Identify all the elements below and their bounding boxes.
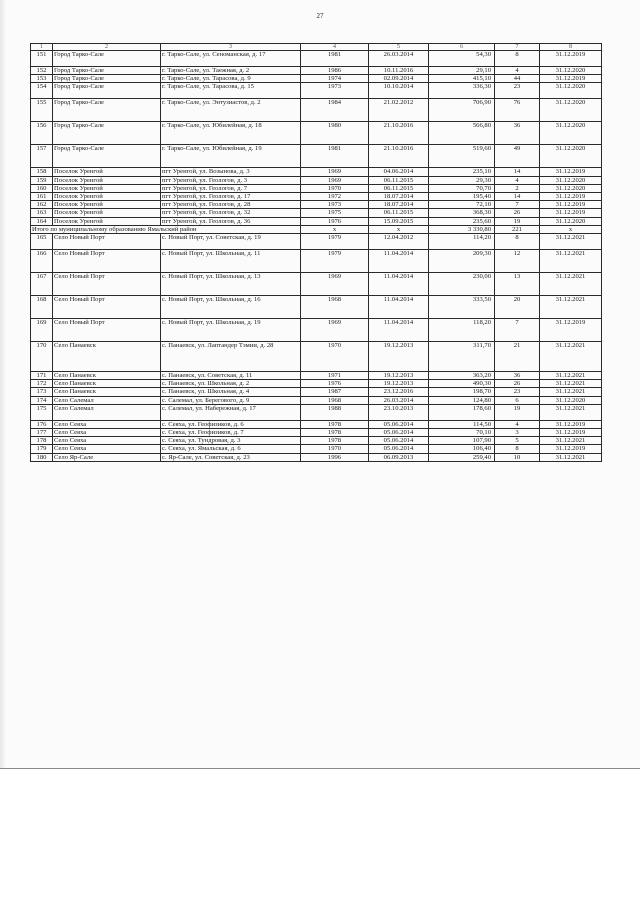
- floor-area: 519,60: [429, 145, 495, 168]
- subtotal-year: х: [301, 225, 369, 233]
- build-year: 1974: [301, 75, 369, 83]
- recognition-date: 06.09.2013: [369, 453, 429, 461]
- floor-area: 118,20: [429, 319, 495, 342]
- municipality-name: Город Тарко-Сале: [53, 122, 161, 145]
- floor-area: 235,60: [429, 217, 495, 225]
- floor-area: 490,30: [429, 380, 495, 388]
- municipality-name: Село Сеяха: [53, 429, 161, 437]
- resettlement-deadline: 31.12.2020: [540, 145, 602, 168]
- build-year: 1978: [301, 437, 369, 445]
- resettlement-deadline: 31.12.2021: [540, 453, 602, 461]
- floor-area: 566,80: [429, 122, 495, 145]
- row-number: 179: [31, 445, 53, 453]
- column-number: 2: [53, 44, 161, 51]
- recognition-date: 02.09.2014: [369, 75, 429, 83]
- table-row: [31, 234, 602, 250]
- recognition-date: 19.12.2013: [369, 342, 429, 372]
- floor-area: 368,30: [429, 209, 495, 217]
- build-year: 1972: [301, 193, 369, 201]
- residents-count: 26: [495, 380, 540, 388]
- table-row: [31, 145, 602, 168]
- recognition-date: 06.11.2015: [369, 184, 429, 192]
- row-number: 173: [31, 388, 53, 396]
- residents-count: 13: [495, 273, 540, 296]
- build-year: 1996: [301, 453, 369, 461]
- build-year: 1969: [301, 273, 369, 296]
- residents-count: 44: [495, 75, 540, 83]
- row-number: 169: [31, 319, 53, 342]
- municipality-name: Поселок Уренгой: [53, 201, 161, 209]
- recognition-date: 23.10.2013: [369, 404, 429, 420]
- floor-area: 333,50: [429, 296, 495, 319]
- municipality-name: Село Панаевск: [53, 372, 161, 380]
- resettlement-deadline: 31.12.2021: [540, 380, 602, 388]
- recognition-date: 11.04.2014: [369, 319, 429, 342]
- recognition-date: 06.11.2015: [369, 209, 429, 217]
- row-number: 180: [31, 453, 53, 461]
- floor-area: 235,10: [429, 168, 495, 176]
- resettlement-deadline: 31.12.2021: [540, 250, 602, 273]
- table-row: [31, 209, 602, 217]
- housing-registry-table: [30, 43, 602, 462]
- table-row: [31, 396, 602, 404]
- table-row: [31, 388, 602, 396]
- build-year: 1971: [301, 372, 369, 380]
- row-number: 178: [31, 437, 53, 445]
- municipality-name: Село Салемал: [53, 404, 161, 420]
- table-row: [31, 201, 602, 209]
- resettlement-deadline: 31.12.2021: [540, 342, 602, 372]
- row-number: 166: [31, 250, 53, 273]
- recognition-date: 11.04.2014: [369, 250, 429, 273]
- scan-edge-shadow: [0, 0, 6, 768]
- residents-count: 36: [495, 122, 540, 145]
- residents-count: 21: [495, 342, 540, 372]
- row-number: 157: [31, 145, 53, 168]
- floor-area: 230,00: [429, 273, 495, 296]
- municipality-name: Село Новый Порт: [53, 234, 161, 250]
- row-number: 171: [31, 372, 53, 380]
- build-year: 1978: [301, 429, 369, 437]
- building-address: г. Тарко-Сале, ул. Сеноманская, д. 17: [161, 51, 301, 67]
- row-number: 168: [31, 296, 53, 319]
- table-row: [31, 342, 602, 372]
- floor-area: 70,70: [429, 184, 495, 192]
- row-number: 160: [31, 184, 53, 192]
- table-row: [31, 250, 602, 273]
- municipality-name: Село Панаевск: [53, 380, 161, 388]
- row-number: 154: [31, 83, 53, 99]
- recognition-date: 10.10.2014: [369, 83, 429, 99]
- resettlement-deadline: 31.12.2020: [540, 83, 602, 99]
- build-year: 1984: [301, 99, 369, 122]
- residents-count: 14: [495, 193, 540, 201]
- table-row: [31, 420, 602, 428]
- municipality-name: Село Сеяха: [53, 437, 161, 445]
- subtotal-label: Итого по муниципальному образованию Ямальский район: [31, 225, 301, 233]
- table-row: [31, 372, 602, 380]
- resettlement-deadline: 31.12.2020: [540, 176, 602, 184]
- municipality-name: Село Панаевск: [53, 342, 161, 372]
- table-row: [31, 404, 602, 420]
- build-year: 1975: [301, 209, 369, 217]
- building-address: пгт Уренгой, ул. Геологов, д. 32: [161, 209, 301, 217]
- building-address: пгт Уренгой, ул. Возынова, д. 3: [161, 168, 301, 176]
- building-address: пгт Уренгой, ул. Геологов, д. 3: [161, 176, 301, 184]
- table-row: [31, 296, 602, 319]
- table-row: [31, 380, 602, 388]
- resettlement-deadline: 31.12.2019: [540, 75, 602, 83]
- recognition-date: 19.12.2013: [369, 372, 429, 380]
- table-row: [31, 437, 602, 445]
- column-number: 4: [301, 44, 369, 51]
- resettlement-deadline: 31.12.2021: [540, 296, 602, 319]
- municipality-name: Поселок Уренгой: [53, 217, 161, 225]
- residents-count: 23: [495, 388, 540, 396]
- subtotal-count: 221: [495, 225, 540, 233]
- municipality-name: Село Новый Порт: [53, 273, 161, 296]
- municipality-name: Село Новый Порт: [53, 250, 161, 273]
- building-address: с. Новый Порт, ул. Советская, д. 19: [161, 234, 301, 250]
- row-number: 163: [31, 209, 53, 217]
- municipality-name: Город Тарко-Сале: [53, 83, 161, 99]
- floor-area: 195,40: [429, 193, 495, 201]
- municipality-name: Село Салемал: [53, 396, 161, 404]
- floor-area: 114,50: [429, 420, 495, 428]
- building-address: г. Тарко-Сале, ул. Тарасова, д. 9: [161, 75, 301, 83]
- build-year: 1970: [301, 342, 369, 372]
- residents-count: 76: [495, 99, 540, 122]
- floor-area: 363,20: [429, 372, 495, 380]
- subtotal-area: 3 330,80: [429, 225, 495, 233]
- municipality-name: Село Сеяха: [53, 445, 161, 453]
- resettlement-deadline: 31.12.2020: [540, 184, 602, 192]
- residents-count: 4: [495, 67, 540, 75]
- resettlement-deadline: 31.12.2019: [540, 209, 602, 217]
- resettlement-deadline: 31.12.2020: [540, 122, 602, 145]
- build-year: 1970: [301, 445, 369, 453]
- municipality-name: Село Панаевск: [53, 388, 161, 396]
- building-address: пгт Уренгой, ул. Геологов, д. 28: [161, 201, 301, 209]
- resettlement-deadline: 31.12.2020: [540, 217, 602, 225]
- floor-area: 178,60: [429, 404, 495, 420]
- building-address: с. Новый Порт, ул. Школьная, д. 19: [161, 319, 301, 342]
- resettlement-deadline: 31.12.2021: [540, 404, 602, 420]
- residents-count: 26: [495, 209, 540, 217]
- recognition-date: 26.03.2014: [369, 51, 429, 67]
- residents-count: 14: [495, 168, 540, 176]
- building-address: с. Сеяха, ул. Тундровая, д. 3: [161, 437, 301, 445]
- municipality-name: Поселок Уренгой: [53, 168, 161, 176]
- floor-area: 259,40: [429, 453, 495, 461]
- resettlement-deadline: 31.12.2019: [540, 319, 602, 342]
- recognition-date: 21.10.2016: [369, 145, 429, 168]
- subtotal-row: [31, 225, 602, 233]
- municipality-name: Поселок Уренгой: [53, 176, 161, 184]
- municipality-name: Село Новый Порт: [53, 296, 161, 319]
- recognition-date: 18.07.2014: [369, 193, 429, 201]
- build-year: 1986: [301, 67, 369, 75]
- recognition-date: 10.11.2016: [369, 67, 429, 75]
- floor-area: 209,30: [429, 250, 495, 273]
- building-address: с. Сеяха, ул. Геофизиков, д. 6: [161, 420, 301, 428]
- floor-area: 198,70: [429, 388, 495, 396]
- row-number: 174: [31, 396, 53, 404]
- row-number: 158: [31, 168, 53, 176]
- column-number: 5: [369, 44, 429, 51]
- building-address: пгт Уренгой, ул. Геологов, д. 17: [161, 193, 301, 201]
- residents-count: 10: [495, 453, 540, 461]
- column-number-row: [31, 44, 602, 51]
- municipality-name: Город Тарко-Сале: [53, 145, 161, 168]
- residents-count: 23: [495, 83, 540, 99]
- row-number: 176: [31, 420, 53, 428]
- table-row: [31, 83, 602, 99]
- recognition-date: 05.06.2014: [369, 429, 429, 437]
- table-row: [31, 193, 602, 201]
- building-address: г. Тарко-Сале, ул. Юбилейная, д. 19: [161, 145, 301, 168]
- residents-count: 19: [495, 404, 540, 420]
- row-number: 162: [31, 201, 53, 209]
- build-year: 1968: [301, 296, 369, 319]
- build-year: 1970: [301, 184, 369, 192]
- resettlement-deadline: 31.12.2019: [540, 168, 602, 176]
- building-address: с. Новый Порт, ул. Школьная, д. 11: [161, 250, 301, 273]
- residents-count: 8: [495, 445, 540, 453]
- build-year: 1969: [301, 319, 369, 342]
- building-address: с. Новый Порт, ул. Школьная, д. 16: [161, 296, 301, 319]
- resettlement-deadline: 31.12.2019: [540, 51, 602, 67]
- table-row: [31, 184, 602, 192]
- build-year: 1981: [301, 145, 369, 168]
- column-number: 3: [161, 44, 301, 51]
- row-number: 165: [31, 234, 53, 250]
- floor-area: 29,30: [429, 176, 495, 184]
- table-row: [31, 99, 602, 122]
- floor-area: 54,30: [429, 51, 495, 67]
- column-number: 6: [429, 44, 495, 51]
- table-row: [31, 319, 602, 342]
- build-year: 1987: [301, 388, 369, 396]
- recognition-date: 26.03.2014: [369, 396, 429, 404]
- municipality-name: Город Тарко-Сале: [53, 67, 161, 75]
- build-year: 1978: [301, 420, 369, 428]
- residents-count: 20: [495, 296, 540, 319]
- row-number: 167: [31, 273, 53, 296]
- table-row: [31, 122, 602, 145]
- build-year: 1976: [301, 217, 369, 225]
- table-row: [31, 176, 602, 184]
- floor-area: 70,10: [429, 429, 495, 437]
- resettlement-deadline: 31.12.2019: [540, 429, 602, 437]
- table-row: [31, 445, 602, 453]
- row-number: 151: [31, 51, 53, 67]
- floor-area: 106,40: [429, 445, 495, 453]
- municipality-name: Город Тарко-Сале: [53, 99, 161, 122]
- residents-count: 3: [495, 429, 540, 437]
- build-year: 1979: [301, 234, 369, 250]
- row-number: 172: [31, 380, 53, 388]
- recognition-date: 18.07.2014: [369, 201, 429, 209]
- row-number: 177: [31, 429, 53, 437]
- table-row: [31, 51, 602, 67]
- recognition-date: 15.09.2015: [369, 217, 429, 225]
- residents-count: 8: [495, 51, 540, 67]
- build-year: 1969: [301, 168, 369, 176]
- floor-area: 415,10: [429, 75, 495, 83]
- building-address: г. Тарко-Сале, ул. Юбилейная, д. 18: [161, 122, 301, 145]
- build-year: 1988: [301, 404, 369, 420]
- column-number: 8: [540, 44, 602, 51]
- building-address: с. Салемал, ул. Берегового, д. 9: [161, 396, 301, 404]
- row-number: 152: [31, 67, 53, 75]
- recognition-date: 04.06.2014: [369, 168, 429, 176]
- residents-count: 7: [495, 319, 540, 342]
- residents-count: 4: [495, 420, 540, 428]
- build-year: 1969: [301, 176, 369, 184]
- table-row: [31, 168, 602, 176]
- municipality-name: Село Новый Порт: [53, 319, 161, 342]
- table-row: [31, 453, 602, 461]
- floor-area: 124,80: [429, 396, 495, 404]
- table-row: [31, 217, 602, 225]
- floor-area: 29,10: [429, 67, 495, 75]
- building-address: г. Тарко-Сале, ул. Таежная, д. 2: [161, 67, 301, 75]
- build-year: 1968: [301, 396, 369, 404]
- residents-count: 49: [495, 145, 540, 168]
- building-address: г. Тарко-Сале, ул. Тарасова, д. 15: [161, 83, 301, 99]
- row-number: 159: [31, 176, 53, 184]
- residents-count: 4: [495, 176, 540, 184]
- building-address: пгт Уренгой, ул. Геологов, д. 7: [161, 184, 301, 192]
- row-number: 164: [31, 217, 53, 225]
- building-address: г. Тарко-Сале, ул. Энтузиастов, д. 2: [161, 99, 301, 122]
- resettlement-deadline: 31.12.2021: [540, 388, 602, 396]
- residents-count: 36: [495, 372, 540, 380]
- build-year: 1979: [301, 250, 369, 273]
- page-number: 27: [316, 12, 324, 20]
- building-address: с. Новый Порт, ул. Школьная, д. 13: [161, 273, 301, 296]
- resettlement-deadline: 31.12.2021: [540, 234, 602, 250]
- floor-area: 107,90: [429, 437, 495, 445]
- municipality-name: Город Тарко-Сале: [53, 75, 161, 83]
- subtotal-date: х: [369, 225, 429, 233]
- floor-area: 706,90: [429, 99, 495, 122]
- floor-area: 72,10: [429, 201, 495, 209]
- residents-count: 19: [495, 217, 540, 225]
- build-year: 1976: [301, 380, 369, 388]
- table-row: [31, 67, 602, 75]
- municipality-name: Город Тарко-Сале: [53, 51, 161, 67]
- resettlement-deadline: 31.12.2021: [540, 372, 602, 380]
- resettlement-deadline: 31.12.2020: [540, 396, 602, 404]
- recognition-date: 11.04.2014: [369, 273, 429, 296]
- residents-count: 7: [495, 201, 540, 209]
- table-row: [31, 273, 602, 296]
- build-year: 1980: [301, 122, 369, 145]
- recognition-date: 05.06.2014: [369, 437, 429, 445]
- resettlement-deadline: 31.12.2019: [540, 445, 602, 453]
- row-number: 156: [31, 122, 53, 145]
- resettlement-deadline: 31.12.2019: [540, 420, 602, 428]
- building-address: пгт Уренгой, ул. Геологов, д. 36: [161, 217, 301, 225]
- table-row: [31, 75, 602, 83]
- resettlement-deadline: 31.12.2020: [540, 67, 602, 75]
- municipality-name: Поселок Уренгой: [53, 209, 161, 217]
- recognition-date: 12.04.2012: [369, 234, 429, 250]
- resettlement-deadline: 31.12.2019: [540, 193, 602, 201]
- subtotal-deadline: х: [540, 225, 602, 233]
- recognition-date: 19.12.2013: [369, 380, 429, 388]
- municipality-name: Село Сеяха: [53, 420, 161, 428]
- row-number: 155: [31, 99, 53, 122]
- resettlement-deadline: 31.12.2020: [540, 99, 602, 122]
- municipality-name: Село Яр-Сале: [53, 453, 161, 461]
- municipality-name: Поселок Уренгой: [53, 184, 161, 192]
- build-year: 1981: [301, 51, 369, 67]
- recognition-date: 21.10.2016: [369, 122, 429, 145]
- building-address: с. Панаевск, ул. Советская, д. 11: [161, 372, 301, 380]
- row-number: 175: [31, 404, 53, 420]
- recognition-date: 05.06.2014: [369, 445, 429, 453]
- row-number: 153: [31, 75, 53, 83]
- floor-area: 114,20: [429, 234, 495, 250]
- recognition-date: 05.06.2014: [369, 420, 429, 428]
- resettlement-deadline: 31.12.2019: [540, 201, 602, 209]
- recognition-date: 21.02.2012: [369, 99, 429, 122]
- building-address: с. Панаевск, ул. Лаптандер Тэмии, д. 28: [161, 342, 301, 372]
- row-number: 161: [31, 193, 53, 201]
- table-row: [31, 429, 602, 437]
- recognition-date: 06.11.2015: [369, 176, 429, 184]
- building-address: с. Панаевск, ул. Школьная, д. 4: [161, 388, 301, 396]
- building-address: с. Яр-Сале, ул. Советская, д. 23: [161, 453, 301, 461]
- recognition-date: 23.12.2016: [369, 388, 429, 396]
- row-number: 170: [31, 342, 53, 372]
- floor-area: 336,30: [429, 83, 495, 99]
- resettlement-deadline: 31.12.2021: [540, 437, 602, 445]
- recognition-date: 11.04.2014: [369, 296, 429, 319]
- building-address: с. Панаевск, ул. Школьная, д. 2: [161, 380, 301, 388]
- build-year: 1973: [301, 83, 369, 99]
- residents-count: 8: [495, 234, 540, 250]
- column-number: 7: [495, 44, 540, 51]
- build-year: 1973: [301, 201, 369, 209]
- municipality-name: Поселок Уренгой: [53, 193, 161, 201]
- residents-count: 2: [495, 184, 540, 192]
- column-number: 1: [31, 44, 53, 51]
- building-address: с. Сеяха, ул. Геофизиков, д. 7: [161, 429, 301, 437]
- building-address: с. Салемал, ул. Набережная, д. 17: [161, 404, 301, 420]
- residents-count: 12: [495, 250, 540, 273]
- residents-count: 6: [495, 396, 540, 404]
- floor-area: 311,70: [429, 342, 495, 372]
- resettlement-deadline: 31.12.2021: [540, 273, 602, 296]
- residents-count: 5: [495, 437, 540, 445]
- building-address: с. Сеяха, ул. Ямальская, д. 6: [161, 445, 301, 453]
